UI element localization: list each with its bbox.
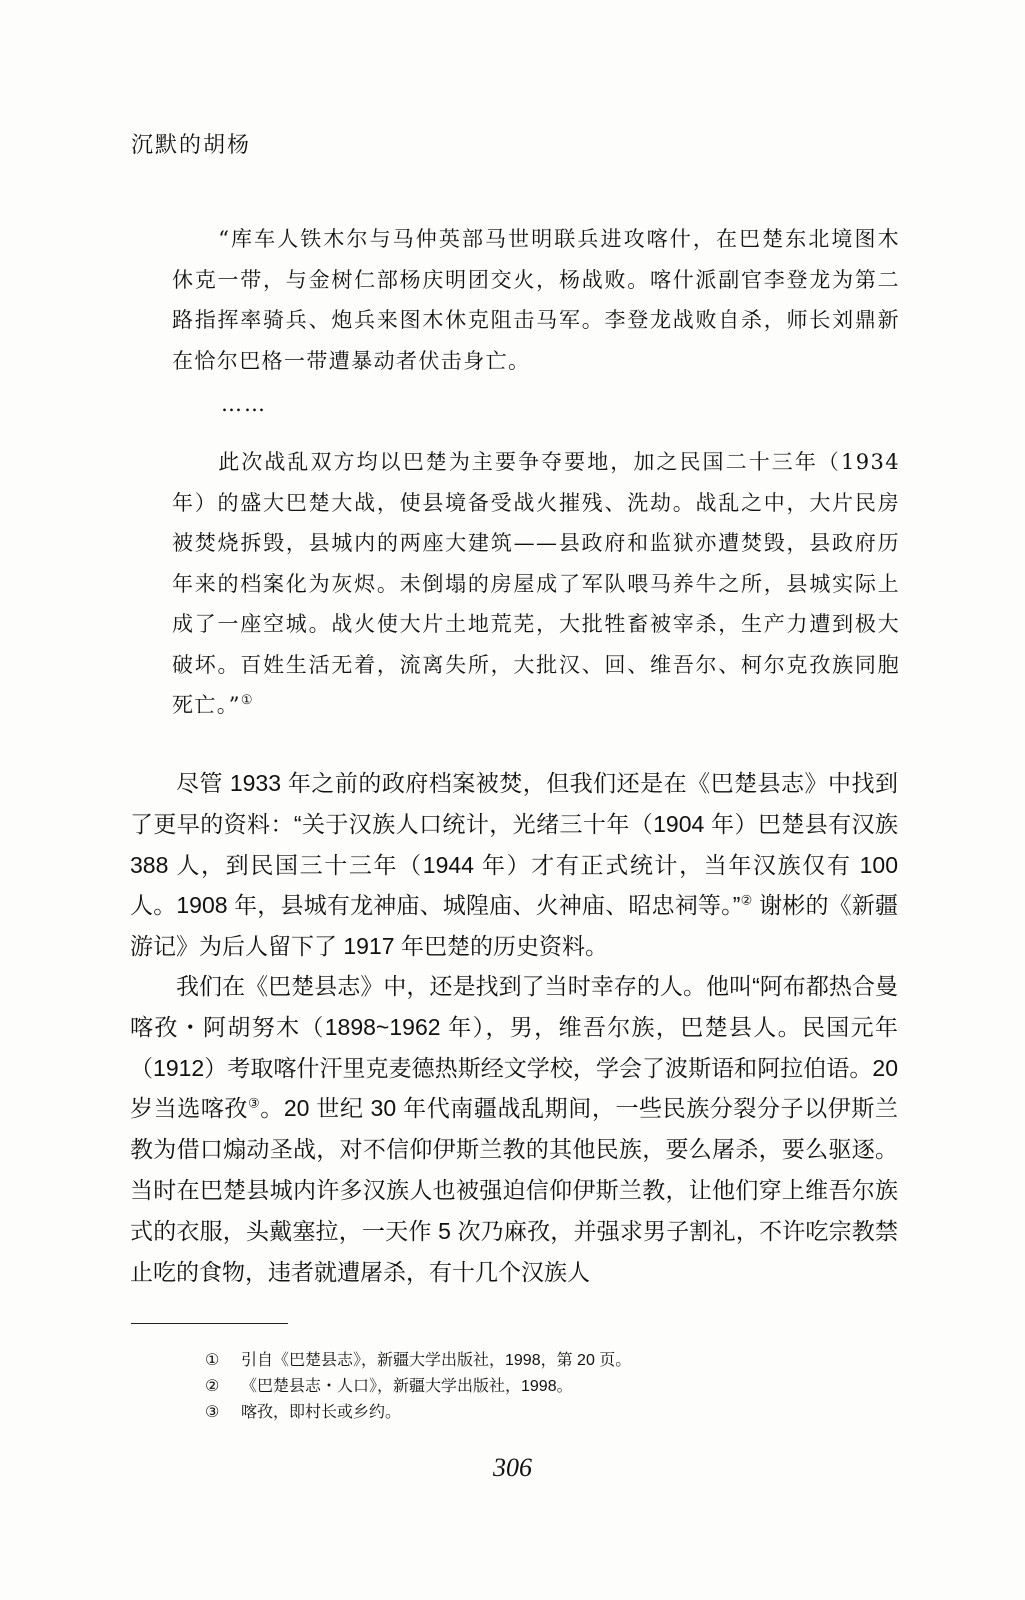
footnote-mark: ① <box>205 1352 220 1369</box>
footnote-text: 引自《巴楚县志》，新疆大学出版社，1998，第 20 页。 <box>241 1352 632 1369</box>
body-text-2-tail: 。20 世纪 30 年代南疆战乱期间，一些民族分裂分子以伊斯兰教为借口煽动圣战，对不信仰伊斯兰教的其他民族，要么屠杀，要么驱逐。当时在巴楚县城内许多汉族人也被强迫信仰伊斯兰教，让他们穿上维吾尔族式的衣服，头戴塞拉，一天作 5 次乃麻孜，并强求男子割礼，不许吃宗教禁止吃的食物，违者就遭屠杀，有十几个汉族人 <box>130 1095 898 1285</box>
block-quote-paragraph-1 <box>172 219 900 381</box>
footnotes <box>205 1348 905 1426</box>
footnote-ref-2: ② <box>740 892 753 908</box>
running-head: 沉默的胡杨 <box>131 133 252 158</box>
body-text-2: 我们在《巴楚县志》中，还是找到了当时幸存的人。他叫“阿布都热合曼喀孜・阿胡努木（1898~1962 年），男，维吾尔族，巴楚县人。民国元年（1912）考取喀什汗里克麦德热斯经文学校，学会了波斯语和阿拉伯语。20 岁当选喀孜 <box>130 973 898 1122</box>
footnote-item <box>205 1348 905 1374</box>
footnote-text: 《巴楚县志・人口》，新疆大学出版社，1998。 <box>241 1378 573 1395</box>
body-paragraph-1 <box>130 763 898 967</box>
footnote-text: 喀孜，即村长或乡约。 <box>241 1404 402 1421</box>
block-quote-paragraph-2 <box>172 442 900 726</box>
quote-ellipsis: …… <box>221 392 267 416</box>
body-text-1-tail: 谢彬的《新疆游记》为后人留下了 1917 年巴楚的历史资料。 <box>130 892 899 960</box>
footnote-mark: ② <box>205 1378 220 1395</box>
quote-text-1: “库车人铁木尔与马仲英部马世明联兵进攻喀什，在巴楚东北境图木休克一带，与金树仁部杨庆明团交火，杨战败。喀什派副官李登龙为第二路指挥率骑兵、炮兵来图木休克阻击马军。李登龙战败自杀，师长刘鼎新在恰尔巴格一带遭暴动者伏击身亡。 <box>172 227 900 373</box>
footnote-ref-3: ③ <box>247 1095 261 1111</box>
footnote-divider <box>131 1323 288 1324</box>
page-number: 306 <box>493 1453 532 1482</box>
footnote-mark: ③ <box>205 1404 220 1421</box>
footnote-item <box>205 1374 905 1400</box>
quote-text-2: 此次战乱双方均以巴楚为主要争夺要地，加之民国二十三年（1934 年）的盛大巴楚大战，使县境备受战火摧残、洗劫。战乱之中，大片民房被焚烧拆毁，县城内的两座大建筑——县政府和监狱亦遭焚毁，县政府历年来的档案化为灰烬。未倒塌的房屋成了军队喂马养牛之所，县城实际上成了一座空城。战火使大片土地荒芜，大批牲畜被宰杀，生产力遭到极大破坏。百姓生活无着，流离失所，大批汉、回、维吾尔、柯尔克孜族同胞死亡。” <box>172 450 900 717</box>
body-text-1: 尽管 1933 年之前的政府档案被焚，但我们还是在《巴楚县志》中找到了更早的资料：“关于汉族人口统计，光绪三十年（1904 年）巴楚县有汉族 388 人，到民国三十三年（1944 年）才有正式统计，当年汉族仅有 100 人。1908 年，县城有龙神庙、城隍庙、火神庙、昭忠祠等。” <box>130 770 898 919</box>
footnote-ref-1: ① <box>240 693 254 708</box>
footnote-item <box>205 1400 905 1426</box>
body-paragraph-2 <box>130 966 898 1292</box>
